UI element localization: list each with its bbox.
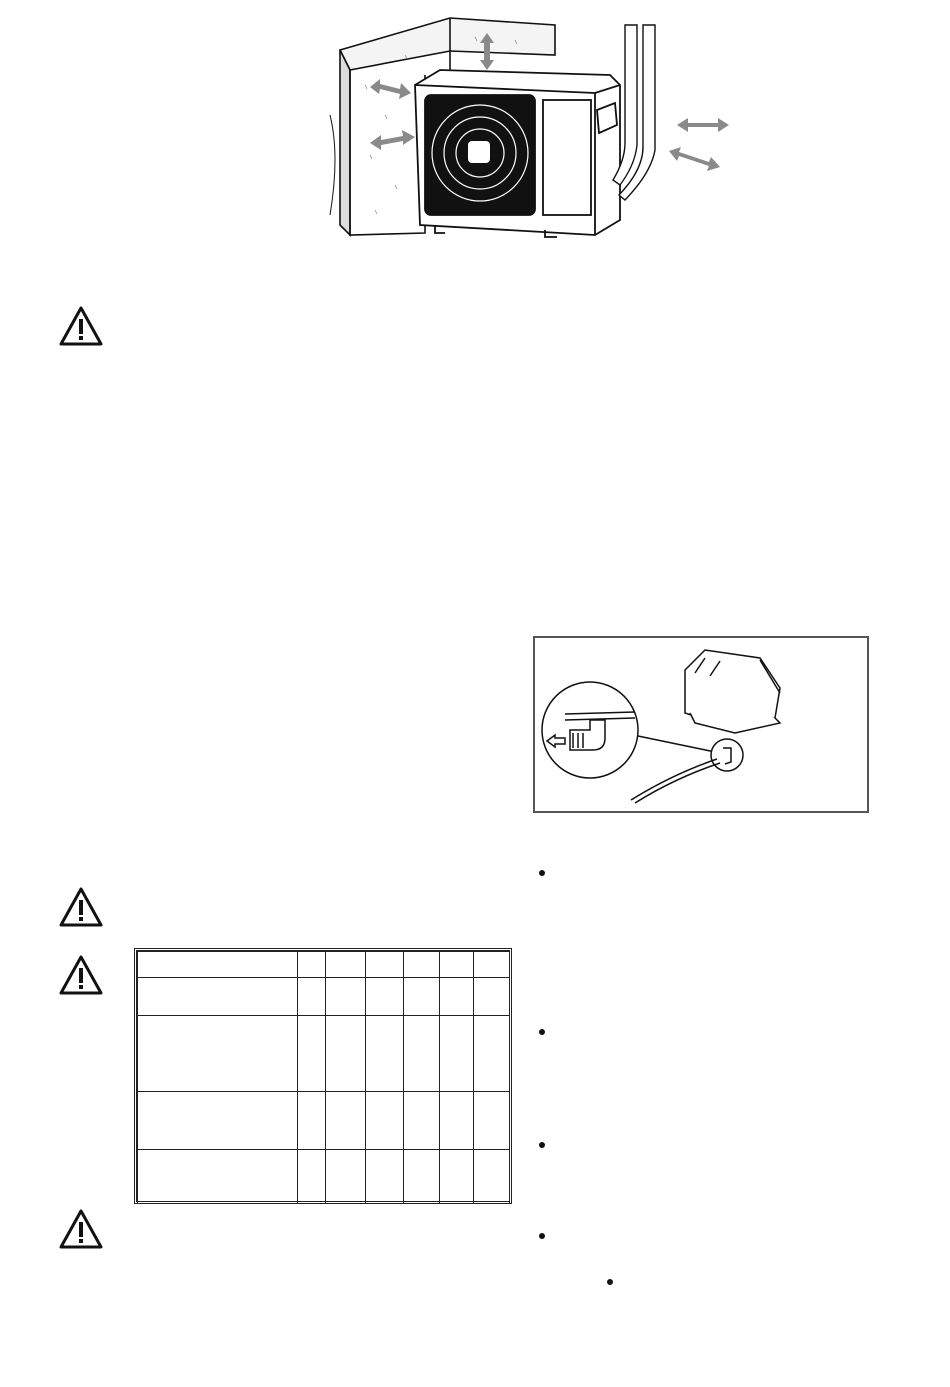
table-cell [298,1016,326,1092]
table-cell [298,952,326,978]
table-cell [138,1092,298,1150]
table-cell [440,978,474,1016]
bullet-point [539,1142,545,1148]
table-cell [440,952,474,978]
table-cell [366,952,404,978]
table-cell [326,952,366,978]
table-cell [138,1150,298,1204]
table-cell [326,1150,366,1204]
drain-joint-figure [533,636,869,813]
table-cell [474,978,510,1016]
table-cell [440,1016,474,1092]
table-cell [326,1092,366,1150]
table-cell [366,1150,404,1204]
spec-table-grid [137,951,510,1204]
warning-triangle-icon [58,305,104,347]
table-cell [138,952,298,978]
table-cell [404,978,440,1016]
drain-joint-illustration [535,638,867,811]
table-cell [404,1150,440,1204]
warning-triangle-icon [58,1208,104,1250]
warning-triangle-icon [58,954,104,996]
table-cell [474,1016,510,1092]
table-row [138,978,510,1016]
table-cell [326,1016,366,1092]
table-cell [326,978,366,1016]
table-cell [366,1092,404,1150]
outdoor-unit-clearance-figure [325,15,740,250]
warning-triangle-icon [58,886,104,928]
table-row [138,1092,510,1150]
table-cell [404,952,440,978]
table-cell [440,1150,474,1204]
table-cell [474,1092,510,1150]
table-cell [366,1016,404,1092]
table-row [138,1016,510,1092]
table-cell [366,978,404,1016]
bullet-point [607,1279,613,1285]
bullet-point [539,1029,545,1035]
bullet-point [539,870,545,876]
outdoor-unit-icon [415,70,620,237]
table-row [138,952,510,978]
table-cell [404,1092,440,1150]
table-cell [298,1092,326,1150]
table-cell [298,978,326,1016]
bullet-point [539,1233,545,1239]
spec-table [134,948,512,1204]
table-cell [138,978,298,1016]
table-cell [298,1150,326,1204]
table-cell [474,1150,510,1204]
table-row [138,1150,510,1204]
table-cell [404,1016,440,1092]
table-cell [474,952,510,978]
table-cell [440,1092,474,1150]
table-cell [138,1016,298,1092]
